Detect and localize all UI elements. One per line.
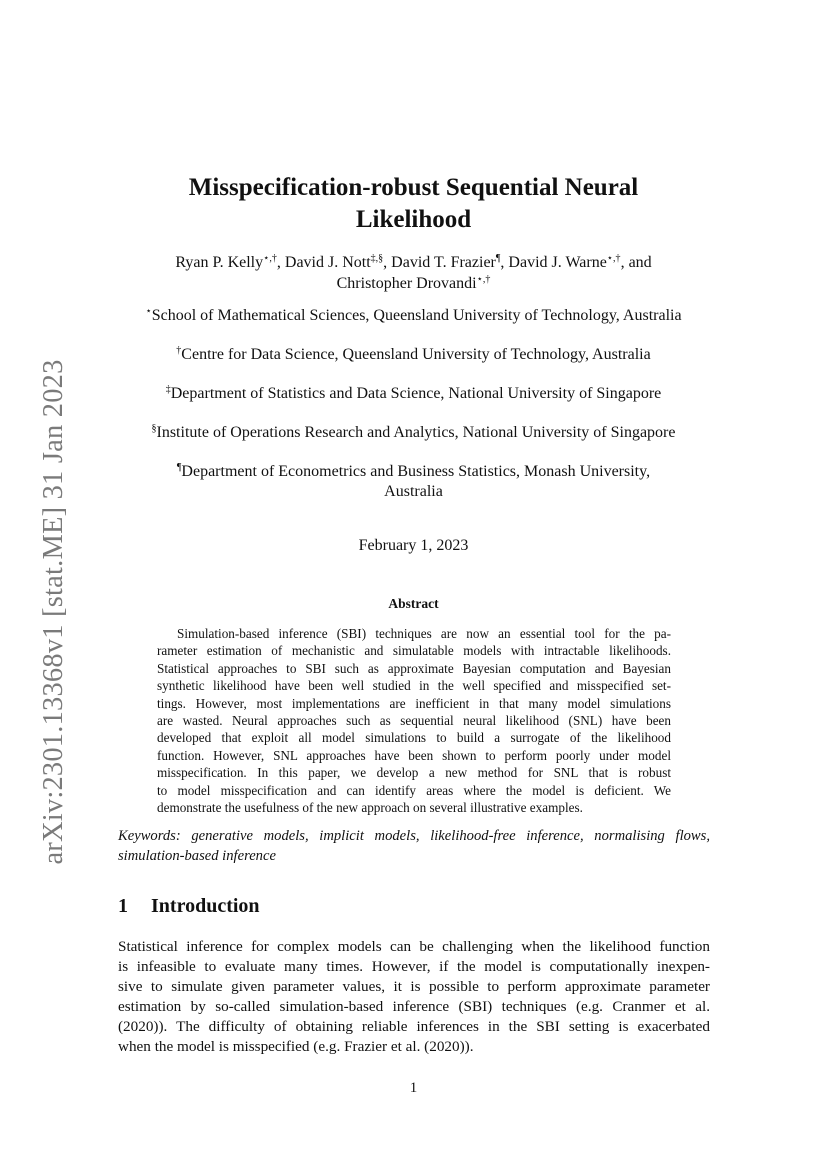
section-number: 1	[118, 895, 128, 917]
arxiv-identifier-stamp: arXiv:2301.13368v1 [stat.ME] 31 Jan 2023	[38, 359, 69, 865]
keywords-line-1: Keywords: generative models, implicit models, likelihood-free inference, normalising flows,	[118, 828, 710, 844]
affiliation-mark: ⋆	[145, 306, 152, 317]
keywords-line-2: simulation-based inference	[118, 848, 276, 864]
affiliation-mark: ¶	[176, 462, 182, 473]
intro-line: (2020)). The difficulty of obtaining reliable inferences in the SBI setting is exacerbated	[118, 1018, 710, 1036]
affiliation-nus-operations	[0, 423, 827, 443]
author-drovandi-marks: ⋆,†	[476, 274, 491, 285]
author-conjunction: , and	[620, 254, 652, 271]
abstract-body	[157, 625, 671, 816]
affiliation-qut-math	[0, 306, 827, 326]
keywords	[118, 826, 710, 866]
affiliation-monash	[0, 462, 827, 502]
affiliation-text: Centre for Data Science, Queensland University of Technology, Australia	[181, 346, 651, 363]
abstract-line: Statistical approaches to SBI such as approximate Bayesian computation and Bayesian	[157, 660, 671, 676]
intro-line: when the model is misspecified (e.g. Frazier et al. (2020)).	[118, 1038, 474, 1056]
abstract-line: developed that exploit all model simulations to build a surrogate of the likelihood	[157, 730, 671, 746]
affiliation-mark: §	[151, 423, 157, 434]
abstract-line: synthetic likelihood have been well studied in the well specified and misspecified set-	[157, 678, 671, 694]
author-frazier: , David T. Frazier	[383, 254, 496, 271]
abstract-line: rameter estimation of mechanistic and simulatable models with intractable likelihoods.	[157, 643, 671, 659]
author-warne-marks: ⋆,†	[606, 253, 621, 264]
intro-line: sive to simulate given parameter values, it is possible to perform approximate parameter	[118, 978, 710, 996]
affiliation-text: Institute of Operations Research and Analytics, National University of Singapore	[156, 424, 676, 441]
affiliation-text: Department of Statistics and Data Science, National University of Singapore	[170, 385, 662, 402]
abstract-line: misspecification. In this paper, we develop a new method for SNL that is robust	[157, 765, 671, 781]
paper-title	[0, 172, 827, 236]
page-number: 1	[409, 1080, 418, 1096]
abstract-line: are wasted. Neural approaches such as sequential neural likelihood (SNL) have been	[157, 713, 671, 729]
author-line-1	[0, 252, 827, 273]
affiliation-text-continued: Australia	[384, 483, 443, 500]
author-drovandi: Christopher Drovandi	[336, 275, 477, 292]
intro-line: Statistical inference for complex models can be challenging when the likelihood function	[118, 938, 710, 955]
affiliation-qut-data-science	[0, 345, 827, 365]
title-line-2: Likelihood	[355, 206, 472, 233]
affiliation-mark: ‡	[165, 384, 171, 395]
author-nott: , David J. Nott	[276, 254, 371, 271]
affiliation-text: Department of Econometrics and Business Statistics, Monash University,	[181, 463, 651, 480]
author-warne: , David J. Warne	[500, 254, 607, 271]
abstract-line: to model misspecification and can identify areas where the model is deficient. We	[157, 782, 671, 798]
section-title: Introduction	[151, 895, 260, 917]
intro-line: is infeasible to evaluate many times. However, if the model is computationally inexpen-	[118, 958, 710, 976]
abstract-line: tings. However, most implementations are inefficient in that many model simulations	[157, 695, 671, 711]
author-line-2	[0, 273, 827, 294]
publication-date: February 1, 2023	[358, 537, 469, 554]
intro-line: estimation by so-called simulation-based inference (SBI) techniques (e.g. Cranmer et al.	[118, 998, 710, 1016]
abstract-line: Simulation-based inference (SBI) techniques are now an essential tool for the pa-	[177, 626, 671, 641]
abstract-line: demonstrate the usefulness of the new approach on several illustrative examples.	[157, 800, 583, 816]
author-kelly: Ryan P. Kelly	[175, 254, 264, 271]
abstract-heading: Abstract	[388, 596, 439, 611]
section-heading-introduction	[118, 895, 260, 918]
author-nott-marks: ‡,§	[370, 253, 384, 264]
affiliation-text: School of Mathematical Sciences, Queensland University of Technology, Australia	[151, 307, 682, 324]
author-list	[0, 252, 827, 294]
abstract-line: function. However, SNL approaches have been shown to perform poorly under model	[157, 747, 671, 763]
introduction-paragraph	[118, 937, 710, 1058]
affiliation-nus-statistics	[0, 384, 827, 404]
title-line-1: Misspecification-robust Sequential Neural	[188, 174, 639, 201]
affiliation-mark: †	[176, 345, 182, 356]
author-frazier-marks: ¶	[495, 253, 501, 264]
author-kelly-marks: ⋆,†	[263, 253, 277, 264]
